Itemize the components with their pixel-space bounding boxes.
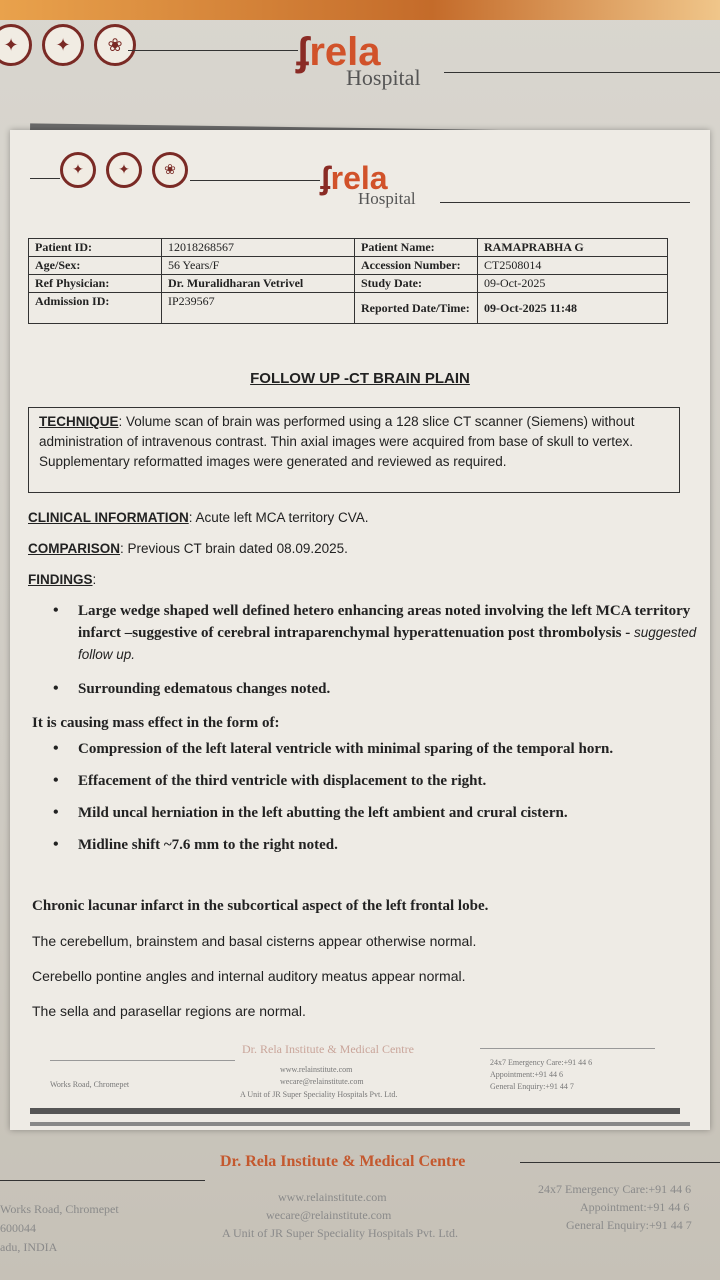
technique-box	[28, 407, 680, 493]
footer-website: www.relainstitute.com	[280, 1065, 353, 1074]
findings-label: FINDINGS	[28, 572, 93, 587]
accreditation-seal-icon: ❀	[152, 152, 188, 188]
age-sex-value: 56 Years/F	[162, 257, 355, 275]
findings-heading	[28, 572, 96, 587]
bottom-address-1: Works Road, Chromepet	[0, 1202, 119, 1216]
finding-note: suggested follow up.	[78, 625, 697, 662]
patient-id-value: 12018268567	[162, 239, 355, 257]
accreditation-seal-icon: ✦	[0, 24, 32, 66]
header-rule	[128, 50, 298, 51]
bottom-enquiry: General Enquiry:+91 44 7	[566, 1218, 692, 1232]
mass-effect-item: • Effacement of the third ventricle with displacement to the right.	[28, 770, 698, 792]
sheet-bottom-edge	[30, 1108, 680, 1114]
accession-label: Accession Number:	[355, 257, 478, 275]
comparison	[28, 541, 348, 556]
mass-effect-item: • Midline shift ~7.6 mm to the right noted.	[28, 834, 698, 856]
finding-item	[28, 678, 708, 700]
reported-label: Reported Date/Time:	[355, 293, 478, 324]
bottom-appointment: Appointment:+91 44 6	[580, 1200, 690, 1214]
clinical-information	[28, 510, 369, 525]
sheet-bottom-edge	[30, 1122, 690, 1126]
normal-statement-1: The cerebellum, brainstem and basal cisterns appear otherwise normal.	[32, 933, 477, 949]
accreditation-seal-icon: ❀	[94, 24, 136, 66]
study-date-label: Study Date:	[355, 275, 478, 293]
patient-name-label: Patient Name:	[355, 239, 478, 257]
footer-enquiry: General Enquiry:+91 44 7	[490, 1082, 574, 1091]
hospital-logo-top: ʄrela Hospital	[296, 30, 421, 90]
technique-text: : Volume scan of brain was performed using a 128 slice CT scanner (Siemens) without administration of intravenous contrast. Thin axial images were acquired from base of skull to vertex. Supplementary reformatted images were generated and reviewed as required.	[39, 414, 635, 469]
patient-id-label: Patient ID:	[29, 239, 162, 257]
accreditation-seal-icon: ✦	[106, 152, 142, 188]
patient-info-table	[28, 238, 668, 324]
bottom-address-2: 600044	[0, 1221, 36, 1235]
footer-emergency: 24x7 Emergency Care:+91 44 6	[490, 1058, 593, 1067]
accreditation-logos	[60, 152, 188, 188]
bottom-footer-rule	[0, 1180, 205, 1181]
clinical-text: : Acute left MCA territory CVA.	[188, 510, 369, 525]
footer-address: Works Road, Chromepet	[50, 1080, 130, 1089]
study-date-value: 09-Oct-2025	[478, 275, 668, 293]
clinical-label: CLINICAL INFORMATION	[28, 510, 189, 525]
chronic-infarct: Chronic lacunar infarct in the subcortical aspect of the left frontal lobe.	[32, 898, 489, 914]
patient-name-value: RAMAPRABHA G	[478, 239, 668, 257]
bottom-email: wecare@relainstitute.com	[266, 1208, 392, 1222]
bottom-website: www.relainstitute.com	[278, 1190, 387, 1204]
mass-effect-list	[28, 738, 698, 856]
ref-physician-label: Ref Physician:	[29, 275, 162, 293]
normal-statement-3: The sella and parasellar regions are normal.	[32, 1003, 306, 1019]
ref-physician-value: Dr. Muralidharan Vetrivel	[162, 275, 355, 293]
bottom-address-3: adu, INDIA	[0, 1240, 58, 1254]
finding-text: Surrounding edematous changes noted.	[78, 681, 331, 697]
bottom-footer-rule	[520, 1162, 720, 1163]
bottom-company: A Unit of JR Super Speciality Hospitals Pvt. Ltd.	[222, 1226, 458, 1240]
accreditation-logos-top	[0, 24, 136, 66]
accreditation-seal-icon: ✦	[60, 152, 96, 188]
mass-effect-item: • Compression of the left lateral ventricle with minimal sparing of the temporal horn.	[28, 738, 698, 760]
comparison-text: : Previous CT brain dated 08.09.2025.	[120, 541, 348, 556]
normal-statement-2: Cerebello pontine angles and internal auditory meatus appear normal.	[32, 968, 466, 984]
header-rule	[30, 178, 60, 179]
header-rule	[190, 180, 320, 181]
footer-appointment: Appointment:+91 44 6	[490, 1070, 563, 1079]
accreditation-seal-icon: ✦	[42, 24, 84, 66]
report-sheet	[10, 130, 710, 1130]
mass-effect-intro: It is causing mass effect in the form of:	[32, 715, 280, 731]
admission-id-label: Admission ID:	[29, 293, 162, 324]
header-rule	[444, 72, 720, 73]
admission-id-value: IP239567	[162, 293, 355, 324]
report-title: FOLLOW UP -CT BRAIN PLAIN	[250, 370, 470, 387]
bottom-emergency: 24x7 Emergency Care:+91 44 6	[538, 1182, 692, 1196]
finding-item	[28, 600, 708, 666]
footer-rule	[50, 1060, 235, 1061]
age-sex-label: Age/Sex:	[29, 257, 162, 275]
mass-effect-item: • Mild uncal herniation in the left abutting the left ambient and crural cistern.	[28, 802, 698, 824]
footer-rule	[480, 1048, 655, 1049]
findings-list	[28, 600, 708, 700]
header-rule	[440, 202, 690, 203]
findings-colon: :	[92, 572, 97, 587]
footer-institute: Dr. Rela Institute & Medical Centre	[242, 1042, 414, 1056]
accession-value: CT2508014	[478, 257, 668, 275]
under-header	[0, 10, 720, 110]
reported-value: 09-Oct-2025 11:48	[478, 293, 668, 324]
footer-company: A Unit of JR Super Speciality Hospitals Pvt. Ltd.	[240, 1090, 398, 1099]
footer-email: wecare@relainstitute.com	[280, 1077, 364, 1086]
technique-label: TECHNIQUE	[39, 414, 119, 429]
hospital-logo: ʄrela Hospital	[320, 160, 416, 208]
comparison-label: COMPARISON	[28, 541, 121, 556]
finding-text: Large wedge shaped well defined hetero enhancing areas noted involving the left MCA territory infarct –suggestive of cerebral intraparenchymal hyperattenuation post thrombolysis -	[78, 603, 691, 641]
bottom-footer-institute: Dr. Rela Institute & Medical Centre	[220, 1153, 466, 1170]
